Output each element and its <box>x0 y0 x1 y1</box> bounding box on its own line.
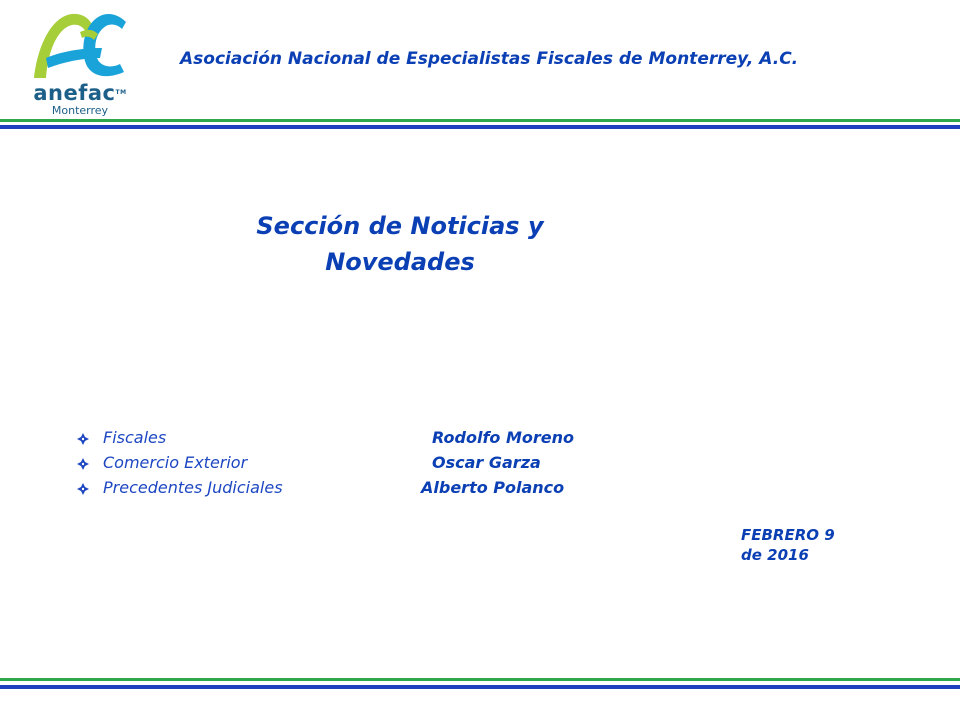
list-item <box>76 478 636 503</box>
page-title <box>200 208 600 280</box>
topic-author: Rodolfo Moreno <box>432 428 575 447</box>
list-item <box>76 428 636 453</box>
header-rule-green <box>0 119 960 122</box>
list-item <box>76 453 636 478</box>
diamond-bullet-icon <box>76 482 90 496</box>
organization-name: Asociación Nacional de Especialistas Fiscales de Monterrey, A.C. <box>180 49 799 69</box>
footer-rule-blue <box>0 685 960 689</box>
topic-author: Oscar Garza <box>432 453 541 472</box>
anefac-emblem-icon <box>28 8 132 83</box>
date-line2: de 2016 <box>741 546 809 564</box>
diamond-bullet-icon <box>76 432 90 446</box>
logo-city: Monterrey <box>51 104 109 117</box>
logo-text <box>28 83 132 117</box>
page-title-line1: Sección de Noticias y <box>256 212 544 240</box>
date-line1: FEBRERO 9 <box>741 526 835 544</box>
date-block <box>741 525 835 565</box>
logo-trademark: TM <box>115 89 127 96</box>
topic-label: Fiscales <box>103 428 167 447</box>
topic-label: Comercio Exterior <box>103 453 248 472</box>
topic-author: Alberto Polanco <box>421 478 565 497</box>
header-rule-blue <box>0 125 960 129</box>
anefac-logo <box>28 8 132 118</box>
diamond-bullet-icon <box>76 457 90 471</box>
topic-label: Precedentes Judiciales <box>103 478 283 497</box>
page-title-line2: Novedades <box>325 248 475 276</box>
topics-list <box>76 428 636 503</box>
footer-rule-green <box>0 678 960 681</box>
logo-brand: anefac™ <box>33 81 127 105</box>
